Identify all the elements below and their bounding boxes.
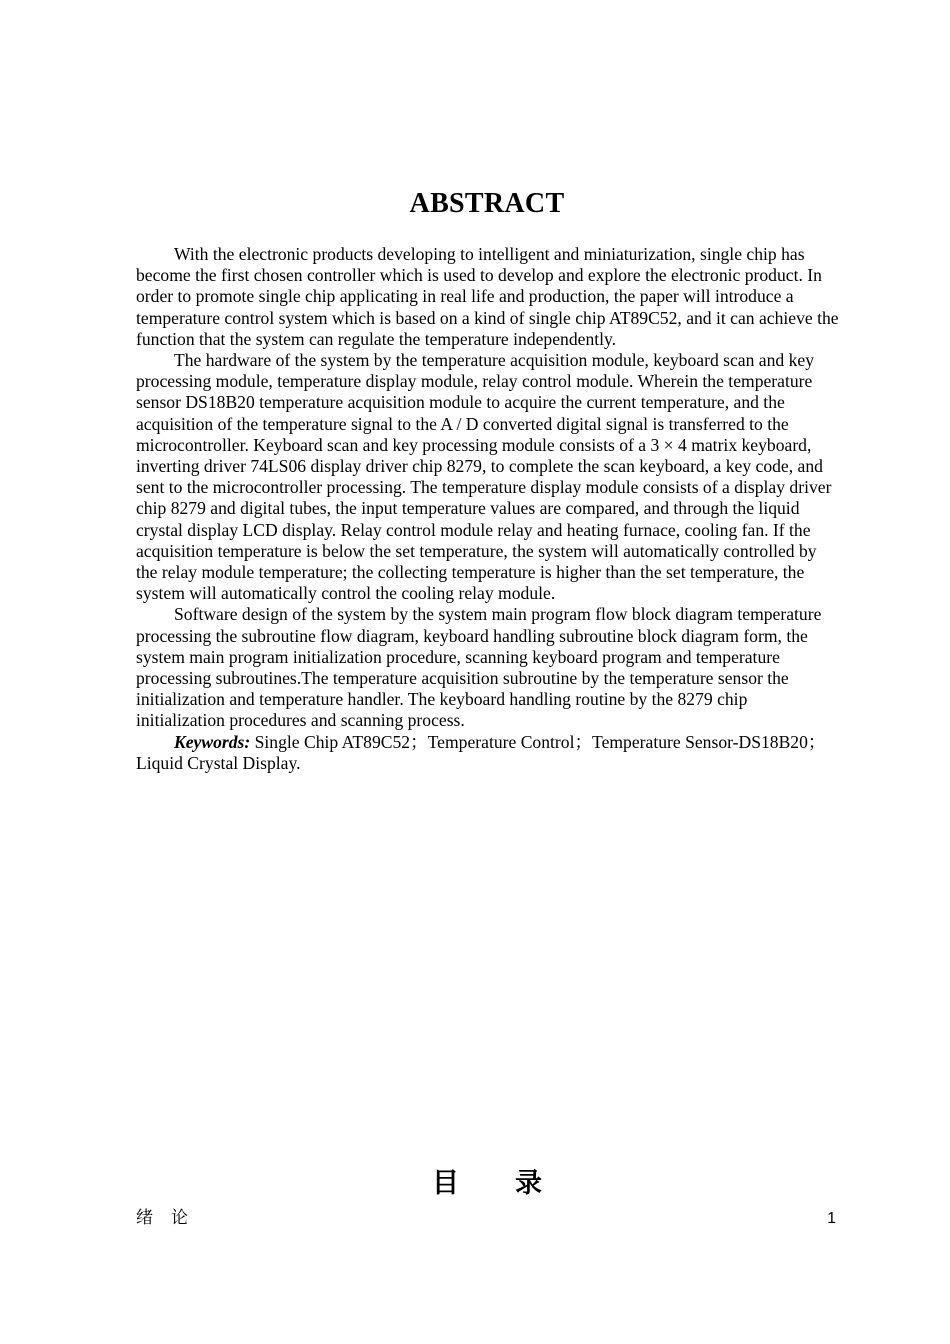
abstract-title: ABSTRACT (409, 188, 565, 219)
toc-entry-label: 绪论 (136, 1208, 206, 1228)
keywords-label: Keywords: (174, 731, 251, 752)
keywords-paragraph (136, 732, 840, 774)
toc-entry-page: 1 (827, 1210, 836, 1227)
abstract-paragraph-3: Software design of the system by the system main program flow block diagram temperature processing the subroutine flow diagram, keyboard handling subroutine block diagram form, the system main program initialization procedure, scanning keyboard program and temperature processing subroutines.The temperature acquisition subroutine by the temperature sensor the initialization and temperature handler. The keyboard handling routine by the 8279 chip initialization procedures and scanning process. (136, 604, 822, 731)
abstract-body (136, 244, 840, 774)
abstract-paragraph-2: The hardware of the system by the temperature acquisition module, keyboard scan and key processing module, temperature display module, relay control module. Wherein the temperature sensor DS18B20 temperature acquisition module to acquire the current temperature, and the acquisition of the temperature signal to the A / D converted digital signal is transferred to the microcontroller. Keyboard scan and key processing module consists of a 3 × 4 matrix keyboard, inverting driver 74LS06 display driver chip 8279, to complete the scan keyboard, a key code, and sent to the microcontroller processing. The temperature display module consists of a display driver chip 8279 and digital tubes, the input temperature values are compared, and through the liquid crystal display LCD display. Relay control module relay and heating furnace, cooling fan. If the acquisition temperature is below the set temperature, the system will automatically controlled by the relay module temperature; the collecting temperature is higher than the set temperature, the system will automatically control the cooling relay module. (136, 350, 832, 604)
toc-title-char-1: 目 (432, 1168, 459, 1199)
toc-title-char-2: 录 (515, 1168, 542, 1199)
toc-title (0, 1161, 950, 1200)
abstract-paragraph-1: With the electronic products developing to intelligent and miniaturization, single chip has become the first chosen controller which is used to develop and explore the electronic product. In order to promote single chip applicating in real life and production, the paper will introduce a temperature control system which is based on a kind of single chip AT89C52, and it can achieve the function that the system can regulate the temperature independently. (136, 244, 839, 349)
keywords-text: Single Chip AT89C52；Temperature Control；Temperature Sensor-DS18B20；Liquid Crystal Display. (136, 731, 826, 773)
toc-entry[interactable] (136, 1203, 836, 1228)
